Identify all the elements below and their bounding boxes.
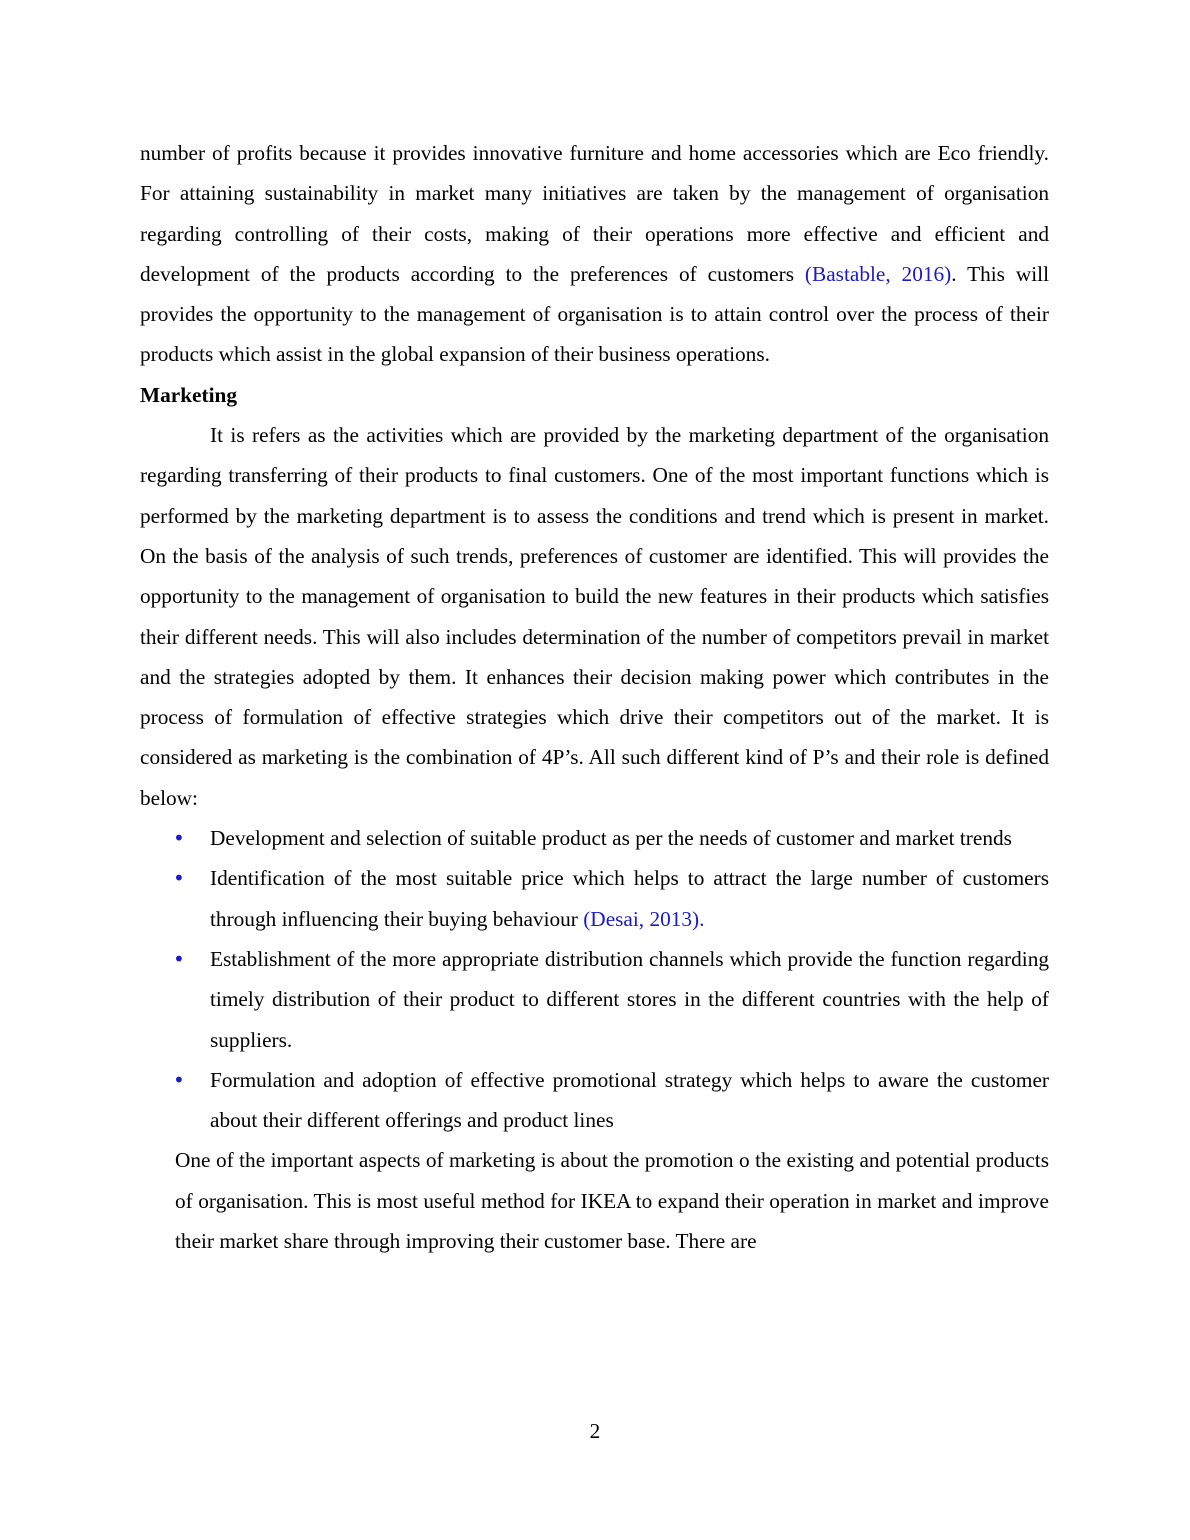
- intro-text: number of profits because it provides innovative furniture and home accessories which are Eco friendly. For attaining sustainability in market many initiatives are taken by the management of organisation regarding controlling of their costs, making of their operations more effective and efficient and development of the products according to the preferences of customers: [140, 141, 1049, 286]
- citation-desai: (Desai, 2013).: [583, 906, 705, 931]
- page-number: 2: [589, 1419, 601, 1443]
- list-item: [173, 818, 1049, 858]
- list-item-text: Identification of the most suitable price which helps to attract the large number of customers through influencing their buying behaviour: [210, 866, 1049, 931]
- bullet-icon: •: [173, 1067, 185, 1092]
- bullet-icon: •: [173, 866, 185, 891]
- closing-paragraph: One of the important aspects of marketing is about the promotion o the existing and potential products of organisation. This is most useful method for IKEA to expand their operation in market and improve their market share through improving their customer base. There are: [175, 1148, 1049, 1254]
- intro-text-after: . This will provides the opportunity to the management of organisation is to attain control over the process of their products which assist in the global expansion of their business operations.: [140, 261, 1049, 367]
- bullet-icon: •: [173, 826, 185, 851]
- bullet-icon: •: [173, 946, 185, 971]
- marketing-paragraph: It is refers as the activities which are provided by the marketing department of the organisation regarding transferring of their products to final customers. One of the most important functions which is performed by the marketing department is to assess the conditions and trend which is present in market. On the basis of the analysis of such trends, preferences of customer are identified. This will provides the opportunity to the management of organisation to build the new features in their products which satisfies their different needs. This will also includes determination of the number of competitors prevail in market and the strategies adopted by them. It enhances their decision making power which contributes in the process of formulation of effective strategies which drive their competitors out of the market. It is considered as marketing is the combination of 4P’s. All such different kind of P’s and their role is defined below:: [140, 423, 1049, 810]
- citation-bastable: (Bastable, 2016): [804, 261, 952, 286]
- list-item: [173, 1060, 1049, 1141]
- four-ps-list: [140, 818, 1049, 1140]
- list-item-text: Establishment of the more appropriate distribution channels which provide the function regarding timely distribution of their product to different stores in the different countries with the help of suppliers.: [210, 946, 1049, 1052]
- document-page: [140, 133, 1049, 1261]
- list-item-text: Development and selection of suitable product as per the needs of customer and market trends: [210, 826, 1012, 851]
- intro-paragraph: [140, 133, 1049, 375]
- list-item: [173, 858, 1049, 939]
- list-item: [173, 939, 1049, 1060]
- section-heading-marketing: Marketing: [140, 382, 238, 407]
- list-item-text: Formulation and adoption of effective promotional strategy which helps to aware the customer about their different offerings and product lines: [210, 1067, 1049, 1133]
